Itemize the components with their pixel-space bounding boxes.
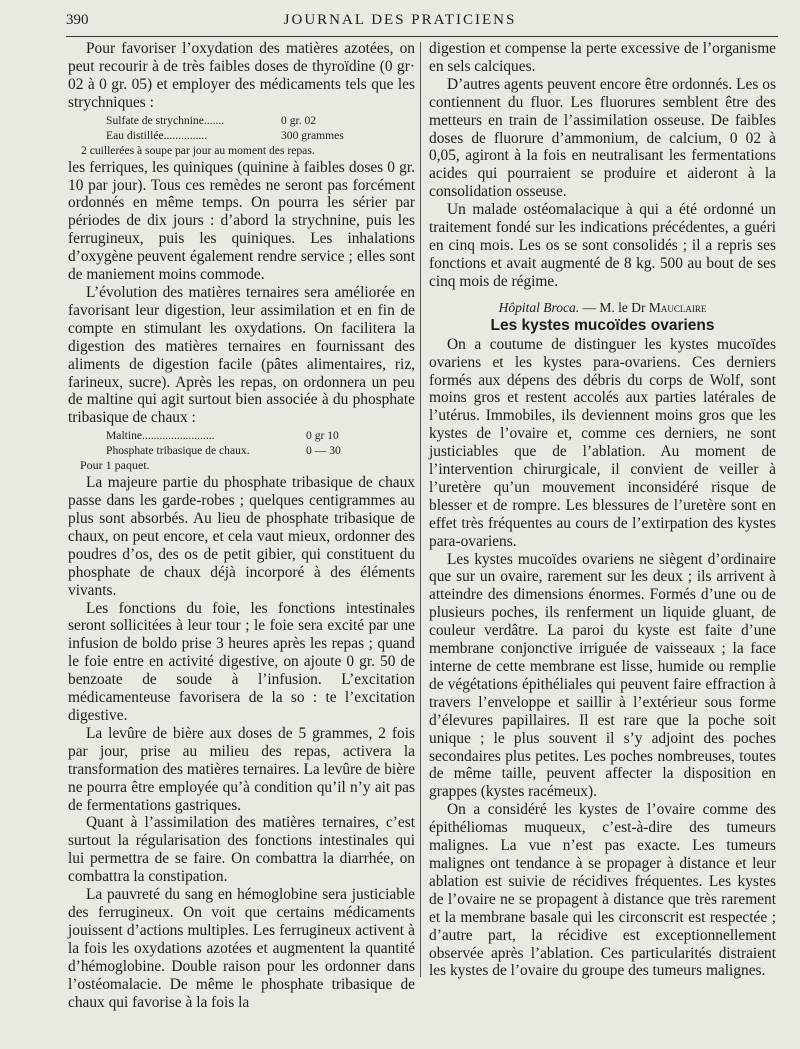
drug-name: Maltine......................... [106, 429, 215, 443]
hospital-byline [429, 299, 776, 316]
paragraph: Les kystes mucoïdes ovariens ne siègent d’ordinaire que sur un ovaire, rarement sur les deux ; ils arrivent à atteindre des dimensions énormes. Formés d’une ou de plusieurs poches, ils renferment un liquide gluant, de couleur verdâtre. La paroi du kyste est faite d’une membrane conjonctive irriguée de vaisseaux ; la face interne de cette membrane est lisse, humide ou remplie de végétations épithéliales qui peuvent faire effraction à travers l’enveloppe et saillir à l’extérieur sous forme d’élevures papillaires. Il est rare que la poche soit unique ; le plus souvent il s’y adjoint des poches secondaires plus petites. Les poches nombreuses, toutes de même taille, peuvent affecter la disposition en grappes (kystes racémeux). [429, 550, 776, 801]
prescription-note: 2 cuillerées à soupe par jour au moment des repas. [81, 143, 315, 157]
article-title: Les kystes mucoïdes ovariens [490, 316, 715, 334]
doctor-name: Mauclaire [648, 299, 707, 315]
paragraph: D’autres agents peuvent encore être ordonnés. Les os contiennent du fluor. Les fluorures semblent être des metteurs en train de l’assimilation osseuse. De faibles doses de fluorure d’ammonium, de calcium, 0 02 à 0,05, agiront à la fois en neutralisant les fermentations acides qui pourraient se produire et aideront à la consolidation osseuse. [429, 75, 776, 201]
drug-dose: 0 gr 10 [306, 429, 339, 443]
prescription-row [68, 113, 415, 128]
right-column [429, 40, 776, 980]
paragraph: Quant à l’assimilation des matières ternaires, c’est surtout la régularisation des fonctions intestinales qui lui permettra de se faire. On combattra la diarrhée, on combattra la constipation. [68, 814, 415, 886]
paragraph: La pauvreté du sang en hémoglobine sera justiciable des ferrugineux. On voit que certains médicaments jouissent d’actions multiples. Les ferrugineux activent à la fois les oxydations azotées et augmentent la quantité d’hémoglobine. Double raison pour les ordonner dans l’ostéomalacie. De même le phosphate tribasique de chaux qui favorise à la fois la [68, 886, 415, 1011]
prescription-row [68, 128, 415, 143]
prescription-row [68, 428, 415, 443]
drug-dose: 0 gr. 02 [281, 113, 317, 127]
paragraph: les ferriques, les quiniques (quinine à faibles doses 0 gr. 10 par jour). Tous ces remèdes ne seront pas forcément ordonnés en même temps. On pourra les sérier par périodes de dix jours : d’abord la strychnine, puis les ferrugineux, puis les quiniques. Les inhalations d’oxygène peuvent également rendre service ; elles sont de maniement moins commode. [68, 158, 415, 284]
paragraph: digestion et compense la perte excessive de l’organisme en sels calciques. [429, 40, 776, 75]
page-number: 390 [66, 12, 89, 28]
hospital-name: Hôpital Broca. [498, 299, 580, 315]
drug-name: Sulfate de strychnine....... [106, 113, 225, 127]
paragraph: L’évolution des matières ternaires sera améliorée en favorisant leur digestion, leur assimilation et en fin de compte en stimulant les oxydations. On facilitera la digestion des matières ternaires en fournissant des aliments de digestion facile (pâtes alimentaires, riz, farineux, sucre). Après les repas, on ordonnera un peu de maltine qui agit surtout bien associée à du phosphate tribasique de chaux : [68, 283, 415, 427]
paragraph: On a coutume de distinguer les kystes mucoïdes ovariens et les kystes para-ovariens. Ces derniers formés aux dépens des débris du corps de Wolf, sont moins gros et restent accolés aux parties latérales de l’utérus. Immobiles, ils deviennent moins gros que les kystes de l’ovaire et, comme ces derniers, ne sont justiciables que de l’ablation. Au moment de l’intervention chirurgicale, il convient de veiller à l’uretère qu’un mouvement inconsidéré risque de blesser et de rompre. Les blessures de l’uretère sont en effet très fréquentes au cours de l’extirpation des kystes para-ovariens. [429, 335, 776, 550]
paragraph: La majeure partie du phosphate tribasique de chaux passe dans les garde-robes ; quelques centigrammes au plus sont absorbés. Au lieu de phosphate tribasique de chaux, on peut encore, et cela vaut mieux, ordonner des poudres d’os, des os de petit gibier, qui constituent du phosphate de chaux déjà incorporé à des éléments vivants. [68, 474, 415, 599]
header-rule [66, 36, 778, 37]
doctor-prefix: — M. le Dr [582, 299, 646, 315]
paragraph: La levûre de bière aux doses de 5 grammes, 2 fois par jour, prise au milieu des repas, activera la transformation des matières ternaires. La levûre de bière ne pourra être employée qu’à condition qu’il n’y ait pas de fermentations gastriques. [68, 724, 415, 814]
prescription-strychnine [68, 113, 415, 158]
paragraph: Un malade ostéomalacique à qui a été ordonné un traitement fondé sur les indications précédentes, a guéri en cinq mois. Les os se sont consolidés ; il a repris ses fonctions et avait augmenté de 8 kg. 500 au bout de ses cinq mois de régime. [429, 201, 776, 290]
paragraph: Les fonctions du foie, les fonctions intestinales seront sollicitées à leur tour ; le foie sera excité par une infusion de boldo prise 3 heures après les repas ; quand le foie entre en activité digestive, on ajoute 0 gr. 50 de benzoate de soude à l’infusion. L’excitation médicamenteuse favorisera de la so : te l’excitation digestive. [68, 599, 415, 724]
drug-name: Eau distillée............... [106, 128, 208, 142]
paragraph: On a considéré les kystes de l’ovaire comme des épithéliomas muqueux, c’est-à-dire des tumeurs malignes. La vue n’est pas exacte. Les tumeurs malignes ont tendance à se propager à distance et leur ablation est suivie de récidives fréquentes. Les kystes de l’ovaire ne se propagent à distance que très rarement et la membrane basale qui les circonscrit est respectée ; d’autre part, la récidive est exceptionnellement observée après l’ablation. Ces particularités distraient les kystes de l’ovaire du groupe des tumeurs malignes. [429, 801, 776, 980]
prescription-note: Pour 1 paquet. [80, 458, 150, 473]
journal-title: JOURNAL DES PRATICIENS [283, 12, 517, 28]
column-divider [420, 42, 421, 977]
left-column [68, 40, 415, 1011]
paragraph: Pour favoriser l’oxydation des matières azotées, on peut recourir à de très faibles doses de thyroïdine (0 gr· 02 à 0 gr. 05) et employer des médicaments tels que les strychniques : [68, 40, 415, 111]
drug-dose: 300 grammes [281, 128, 344, 142]
prescription-row [68, 443, 415, 458]
drug-dose: 0 — 30 [306, 444, 341, 458]
drug-name: Phosphate tribasique de chaux. [106, 444, 250, 458]
prescription-maltine [68, 428, 415, 473]
